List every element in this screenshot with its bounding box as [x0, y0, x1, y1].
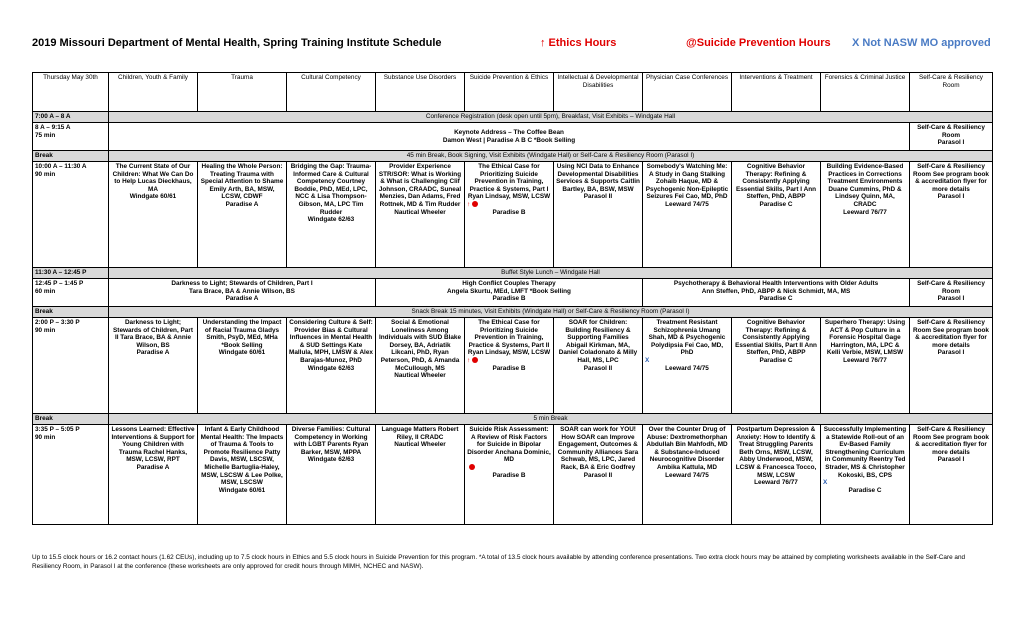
duration-label: 60 min — [35, 287, 56, 295]
session-text: Treatment Resistant Schizophrenia Umang Shah, MD & Psychogenic Polydipsia Fei Cao, MD, PhD — [648, 319, 726, 357]
column-header: Cultural Competency — [287, 73, 376, 112]
session-text: Superhero Therapy: Using ACT & Pop Culture in a Forensic Hospital Gage Harrington, MA, LPC & Kelli Verbie, MSW, LMSW — [824, 319, 906, 357]
session-text: Diverse Families: Cultural Competency in Working with LGBT Parents Ryan Barker, MSW, MPPA — [291, 426, 371, 456]
session-cell — [554, 425, 643, 525]
time-cell: Break — [33, 151, 109, 162]
session-text: Provider Experience STR/SOR: What is Working & What is Challenging Clif Johnson, CRAADC, Suneal Menzies, Dan Adams, Fred Rottnek, MD & Tim Rudder — [378, 163, 462, 208]
column-header: Self-Care & Resiliency Room — [910, 73, 993, 112]
suicide-dot-icon — [469, 464, 475, 470]
session-location: Leeward 74/75 — [665, 364, 709, 372]
session-text: Postpartum Depression & Anxiety: How to Identify & Treat Struggling Parents Beth Orns, MSW, LCSW, Abby Underwood, MSW, LCSW & Francesca Tocco, MSW, LCSW — [735, 426, 817, 479]
session-location: Paradise A — [136, 349, 170, 357]
session-location: Leeward 76/77 — [843, 208, 887, 216]
session-location: Leeward 74/75 — [665, 471, 709, 479]
time-cell: 7:00 A – 8 A — [33, 112, 109, 123]
location-label: Parasol I — [937, 139, 965, 147]
duration-label: 75 min — [35, 131, 56, 139]
session-location: Windgate 62/63 — [307, 364, 355, 372]
session-cell — [376, 425, 465, 525]
session-text: Social & Emotional Loneliness Among Individuals with SUD Blake Dorsey, BA, Adriatik Likcani, PhD, Ryan Peterson, PhD, & Amanda McCullough, MS — [378, 319, 462, 372]
session-text: The Current State of Our Children: What We Can Do to Help Lucas Dieckhaus, MA — [112, 163, 194, 193]
session-cell — [465, 425, 554, 525]
time-cell: 11:30 A – 12:45 P — [33, 268, 109, 279]
session-text: Language Matters Robert Riley, II CRADC — [381, 426, 459, 441]
session-location: Nautical Wheeler — [394, 208, 446, 216]
session-text: Bridging the Gap: Trauma-Informed Care & Cultural Competency Courtney Boddie, PhD, MEd, LPC, NCC & Lisa Thompson-Gibson, MA, LPC Tim Rudder — [290, 163, 372, 216]
session-cell — [643, 425, 732, 525]
session-location: Windgate 62/63 — [307, 216, 355, 224]
header-row — [33, 73, 993, 112]
session-text: Self-Care & Resiliency Room See program book & accreditation flyer for more details — [913, 426, 989, 456]
time-label: 8 A – 9:15 A — [35, 124, 71, 131]
time-cell: Break — [33, 414, 109, 425]
session-cell — [732, 162, 821, 268]
session-text: Considering Culture & Self: Provider Bias & Cultural Influences in Mental Health & SUD Settings Kate Mallula, MPH, LMSW & Alex Barajas-Munoz, PhD — [289, 319, 373, 364]
session-location: Leeward 76/77 — [754, 479, 798, 487]
column-header: Trauma — [198, 73, 287, 112]
table-row — [33, 162, 993, 268]
session-text: Healing the Whole Person: Treating Trauma with Special Attention to Shame Emily Arth, BA, MSW, LCSW, CDWF — [200, 163, 284, 201]
session-location: Windgate 60/61 — [129, 193, 177, 201]
session-cell — [643, 162, 732, 268]
time-cell: Break — [33, 307, 109, 318]
self-care-label: Self-Care & Resiliency Room — [917, 124, 985, 139]
session-cell — [287, 318, 376, 414]
session-cell — [287, 425, 376, 525]
table-row — [33, 318, 993, 414]
session-text: Somebody's Watching Me: A Study in Gang Stalking Zohaib Haque, MD & Psychogenic Non-Epileptic Seizures Fei Cao, MD, PhD — [645, 163, 729, 201]
time-label: 10:00 A – 11:30 A — [35, 163, 87, 170]
table-row — [33, 414, 993, 425]
span-cell: 5 min Break — [109, 414, 993, 425]
table-row — [33, 123, 993, 151]
session-cell — [643, 318, 732, 414]
time-cell — [33, 425, 109, 525]
table-row — [33, 307, 993, 318]
session-text: Using NCI Data to Enhance Developmental Disabilities Services & Supports Caitlin Bartley, BA, BSW, MSW — [556, 163, 640, 193]
session-location: Windgate 60/61 — [218, 486, 266, 494]
session-text: Self-Care & Resiliency Room See program book & accreditation flyer for more details — [913, 163, 989, 193]
session-location: Parasol I — [937, 295, 965, 303]
session-cell — [109, 279, 376, 307]
table-row — [33, 425, 993, 525]
session-location: Parasol II — [583, 471, 613, 479]
session-location: Paradise C — [848, 486, 882, 494]
self-care-label: Self-Care & Resiliency Room — [917, 280, 985, 295]
self-care-cell — [910, 123, 993, 151]
session-text: Self-Care & Resiliency Room See program book & accreditation flyer for more details — [913, 319, 989, 349]
session-text: Cognitive Behavior Therapy: Refining & Consistently Applying Essential Skills, Part II Ann Steffen, PhD, ABPP — [735, 319, 817, 357]
table-row — [33, 279, 993, 307]
session-location: Nautical Wheeler — [394, 441, 446, 449]
session-text: Cognitive Behavior Therapy: Refining & Consistently Applying Essential Skills, Part I Ann Steffen, PhD, ABPP — [735, 163, 817, 201]
table-row — [33, 268, 993, 279]
keynote-title: Keynote Address – The Coffee Bean — [454, 128, 564, 136]
column-header: Intellectual & Developmental Disabilities — [554, 73, 643, 112]
not-nasw-x-icon: X — [645, 356, 650, 364]
session-text: Lessons Learned: Effective Interventions & Support for Young Children with Trauma Rachel Hanks, MSW, LCSW, RPT — [111, 426, 195, 464]
column-header: Substance Use Disorders — [376, 73, 465, 112]
column-header: Physician Case Conferences — [643, 73, 732, 112]
self-care-cell — [910, 425, 993, 525]
session-location: Parasol II — [583, 364, 613, 372]
span-cell: Conference Registration (desk open until 5pm), Breakfast, Visit Exhibits – Windgate Hall — [109, 112, 993, 123]
session-cell — [198, 318, 287, 414]
self-care-cell — [910, 162, 993, 268]
session-location: Paradise A — [225, 200, 259, 208]
column-header: Thursday May 30th — [33, 73, 109, 112]
time-label: 3:35 P – 5:05 P — [35, 426, 80, 433]
session-cell — [821, 318, 910, 414]
not-nasw-x-icon: X — [823, 479, 828, 487]
session-cell — [376, 318, 465, 414]
time-cell — [33, 318, 109, 414]
span-cell: 45 min Break, Book Signing, Visit Exhibits (Windgate Hall) or Self-Care & Resiliency Room (Parasol I) — [109, 151, 993, 162]
page-title: 2019 Missouri Department of Mental Health, Spring Training Institute Schedule — [32, 37, 442, 49]
session-cell — [287, 162, 376, 268]
session-location: Leeward 74/75 — [665, 200, 709, 208]
duration-label: 90 min — [35, 326, 56, 334]
session-cell — [109, 318, 198, 414]
self-care-cell — [910, 318, 993, 414]
duration-label: 90 min — [35, 170, 56, 178]
session-text: SOAR for Children: Building Resiliency & Supporting Families Abigail Kirkman, MA, Daniel Coladonato & Milly Hall, MS, LPC — [558, 319, 638, 364]
session-cell — [465, 318, 554, 414]
session-location: Paradise A — [136, 463, 170, 471]
session-location: Paradise C — [759, 356, 793, 364]
session-cell — [376, 279, 643, 307]
session-cell — [198, 425, 287, 525]
session-cell — [554, 318, 643, 414]
session-cell — [821, 425, 910, 525]
time-label: 2:00 P – 3:30 P — [35, 319, 80, 326]
session-location: Paradise B — [492, 295, 526, 303]
session-cell — [109, 425, 198, 525]
session-cell — [732, 318, 821, 414]
session-cell — [465, 162, 554, 268]
session-location: Parasol I — [937, 193, 965, 201]
keynote-cell — [109, 123, 910, 151]
suicide-dot-icon — [472, 357, 478, 363]
session-title: Psychotherapy & Behavioral Health Interventions with Older Adults — [673, 280, 879, 287]
session-speaker: Ann Steffen, PhD, ABPP & Nick Schmidt, MA, MS — [701, 287, 851, 295]
session-cell — [198, 162, 287, 268]
session-speaker: Angela Skurtu, MEd, LMFT *Book Selling — [447, 287, 571, 295]
session-location: Paradise B — [492, 364, 526, 372]
session-text: The Ethical Case for Prioritizing Suicide Prevention in Training, Practice & Systems, Part II Ryan Lindsay, MSW, LCSW — [467, 319, 551, 357]
session-text: The Ethical Case for Prioritizing Suicide Prevention in Training, Practice & Systems, Part I Ryan Lindsay, MSW, LCSW — [467, 163, 551, 201]
session-cell — [554, 162, 643, 268]
session-location: Paradise B — [492, 208, 526, 216]
session-title: Darkness to Light; Stewards of Children, Part I — [171, 280, 313, 287]
ethics-legend: ↑ Ethics Hours — [540, 37, 617, 49]
session-location: Paradise C — [759, 295, 793, 303]
session-location: Parasol II — [583, 193, 613, 201]
ethics-arrow-icon: ↑ — [467, 200, 471, 208]
span-cell: Buffet Style Lunch – Windgate Hall — [109, 268, 993, 279]
session-title: High Conflict Couples Therapy — [462, 280, 556, 287]
ethics-arrow-icon: ↑ — [467, 356, 471, 364]
session-location: Leeward 76/77 — [843, 356, 887, 364]
session-speaker: Tara Brace, BA & Annie Wilson, BS — [189, 287, 295, 295]
suicide-dot-icon — [472, 201, 478, 207]
time-cell — [33, 123, 109, 151]
table-row — [33, 151, 993, 162]
session-text: Infant & Early Childhood Mental Health: The Impacts of Trauma & Tools to Promote Resilience Patty Davis, MSW, LSCSW, Michelle Bartuglia-Haley, MSW, LSCSW & Lee Polke, MSW, LSCSW — [200, 426, 284, 487]
suicide-legend: @Suicide Prevention Hours — [686, 37, 831, 49]
time-cell — [33, 162, 109, 268]
session-location: Windgate 62/63 — [307, 456, 355, 464]
time-cell — [33, 279, 109, 307]
session-text: Suicide Risk Assessment: A Review of Risk Factors for Suicide in Bipolar Disorder Anchana Dominic, MD — [467, 426, 551, 464]
column-header: Suicide Prevention & Ethics — [465, 73, 554, 112]
session-cell — [376, 162, 465, 268]
self-care-cell — [910, 279, 993, 307]
column-header: Forensics & Criminal Justice — [821, 73, 910, 112]
session-text: Understanding the Impact of Racial Trauma Gladys Smith, PsyD, MEd, MHa *Book Selling — [202, 319, 282, 349]
session-location: Parasol I — [937, 349, 965, 357]
header — [32, 37, 992, 53]
session-text: Building Evidence-Based Practices in Corrections Treatment Environments Duane Cummins, PhD & Lindsey Quinn, MA, CRADC — [826, 163, 904, 208]
session-location: Nautical Wheeler — [394, 372, 446, 380]
session-location: Paradise A — [225, 295, 259, 303]
session-location: Windgate 60/61 — [218, 349, 266, 357]
session-cell — [732, 425, 821, 525]
session-cell — [109, 162, 198, 268]
session-text: Over the Counter Drug of Abuse: Dextromethorphan Abdullah Bin Mahfodh, MD & Substance-Induced Neurocognitive Disorder Ambika Kattula, MD — [646, 426, 728, 471]
session-text: Successfully Implementing a Statewide Roll-out of an Ev-Based Family Strengthening Curriculum in Community Reentry Ted Strader, MS & Christopher Kokoski, BS, CPS — [823, 426, 907, 479]
time-label: 12:45 P – 1:45 P — [35, 280, 84, 287]
keynote-speaker: Damon West | Paradise A B C *Book Selling — [442, 136, 576, 144]
table-row — [33, 112, 993, 123]
session-text: SOAR can work for YOU! How SOAR can Improve Engagement, Outcomes & Community Alliances Sara Schwab, MS, LPC, Jared Rack, BA & Eric Godfrey — [557, 426, 639, 471]
duration-label: 90 min — [35, 433, 56, 441]
schedule-table — [32, 72, 993, 525]
session-location: Paradise C — [759, 200, 793, 208]
session-location: Parasol I — [937, 456, 965, 464]
column-header: Interventions & Treatment — [732, 73, 821, 112]
session-text: Darkness to Light; Stewards of Children, Part II Tara Brace, BA & Annie Wilson, BS — [113, 319, 193, 349]
session-cell — [821, 162, 910, 268]
session-cell — [643, 279, 910, 307]
span-cell: Snack Break 15 minutes, Visit Exhibits (Windgate Hall) or Self-Care & Resiliency Room (Parasol I) — [109, 307, 993, 318]
not-nasw-legend: X Not NASW MO approved — [852, 37, 991, 49]
column-header: Children, Youth & Family — [109, 73, 198, 112]
footer-note: Up to 15.5 clock hours or 16.2 contact hours (1.62 CEUs), including up to 7.5 clock hours in Ethics and 5.5 clock hours in Suicide Prevention for this program. *A total of 13.5 clock hours available by attending conference presentations. Two extra clock hours may be attained by completing worksheets available in the Self-Care and Resiliency Room, in Parasol I at the conference (these worksheets are only approved for credit hours through MIMH, NCHEC and NASW). — [32, 554, 966, 570]
session-location: Paradise B — [492, 471, 526, 479]
